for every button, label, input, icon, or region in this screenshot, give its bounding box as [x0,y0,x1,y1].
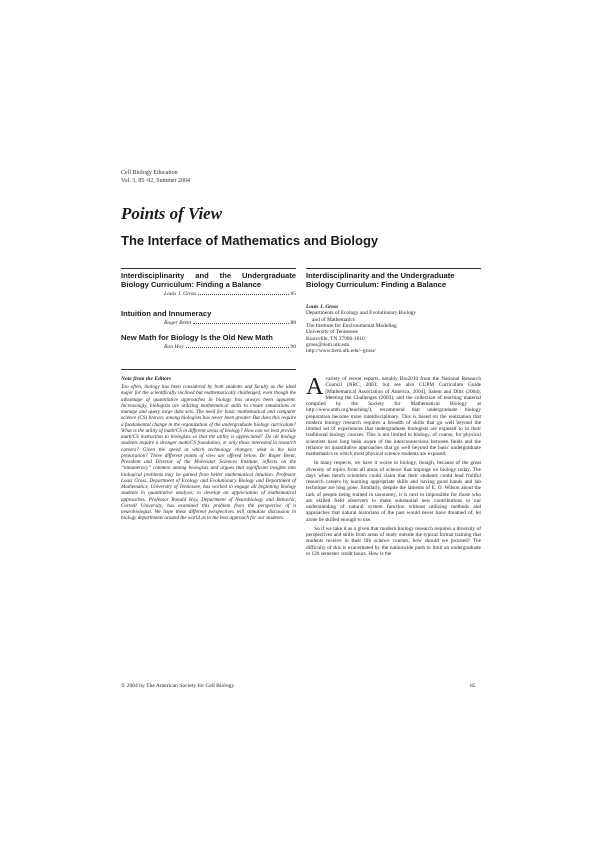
journal-issue: Vol. 3, 85–92, Summer 2004 [121,177,191,184]
author-block [306,304,486,355]
toc-title[interactable]: Intuition and Innumeracy [121,309,212,318]
affiliation-line: University of Tennessee [306,329,358,336]
toc-author: Roger Brent [164,320,192,326]
affiliation-line: Departments of Ecology and Evolutionary Biology [306,310,417,317]
page-title: The Interface of Mathematics and Biology [121,233,379,248]
paragraph-text: variety of recent reports, notably Bio2010 from the National Research Council (NRC, 2003; but see also CUPM Curriculum Guide [Mathematical Association of America, 2004], Salem and Dilts (2004), Meeting the Challenges (2003), and the collection of teaching material compiled by the Society for Mathematical Biology at http://www.smb.org/teaching/), recommend that undergraduate biology preparation become more interdisciplinary. This is based on the realization that modern biology research requires a breadth of skills that go well beyond the limited set of experiences that undergraduate biologists are exposed to in their traditional biology courses. This is not limited to biology, of course, for physical scientists have long been aware of the interconnections between fields and the reliance on quantitative approaches that go well beyond the basic undergraduate mathematics to which most physical science students are exposed. [306,376,481,457]
toc-author: Louis J. Gross [164,291,197,297]
author-email[interactable]: gross@tiem.utk.edu [306,342,350,349]
toc-page: 88 [290,320,296,326]
journal-header [121,170,190,185]
toc-title[interactable]: New Math for Biology Is the Old New Math [121,333,273,342]
section-title: Points of View [121,204,223,223]
toc-page: 90 [290,344,296,350]
affiliation-line: Knoxville, TN 37996-1610 [306,335,365,342]
toc-entry[interactable] [121,333,296,350]
article-body [306,376,481,560]
article-title: Interdisciplinarity and the Undergraduate Biology Curriculum: Finding a Balance [306,271,455,289]
paragraph: In many respects, we have it worse in biology, though, because of the great diversity of topics from all areas of science that impinge on biology today. The days when bench scientists could claim that their students could lead fruitful research careers by learning appropriate skills and having good hands and lab technique are long gone. Similarly, despite the laments of E. O. Wilson about the lack of people being trained in taxonomy, it is next to impossible for those who are skilled field observers to make substantial new contributions to our understanding of natural system function without utilizing methods and approaches that natural historians of the past would never have dreamed of, let alone be skilled enough to use. [306,460,481,523]
toc-author-line [121,344,296,350]
paragraph: So if we take it as a given that modern biology research requires a diversity of perspectives and skills from areas of study outside the typical formal training that students receive in their life science courses, how should we proceed? The difficulty of this is exacerbated by the nationwide push to limit an undergraduate to 120 semester credit hours. How is the [306,525,481,557]
author-name: Louis J. Gross [306,304,339,310]
divider-left [121,268,296,269]
toc-title[interactable]: Interdisciplinarity and the Undergraduate Biology Curriculum: Finding a Balance [121,271,296,289]
toc-leader [198,294,289,295]
journal-name: Cell Biology Education [121,170,178,176]
toc-leader [186,347,290,348]
toc-author-line [121,320,296,326]
author-url[interactable]: http://www.tiem.utk.edu/~gross/ [306,348,376,355]
toc-entry[interactable] [121,271,296,297]
toc-entry[interactable] [121,309,296,326]
drop-cap: A [306,374,324,400]
footer-copyright: © 2004 by The American Society for Cell Biology [121,683,235,689]
divider-note [121,369,296,370]
divider-right [306,268,481,269]
affiliation-line: The Institute for Environmental Modeling [306,323,397,330]
affiliation-line: and of Mathematics [312,316,355,323]
footer-page-number: 85 [470,683,476,689]
toc-page: 85 [290,291,296,297]
note-text: Too often, biology has been considered by both students and faculty as the ideal major for the scientifically inclined but mathematically challenged, even though the advantage of quantitative approaches in biology has always been apparent. Increasingly, biologists are utilizing mathematical skills to create simulations or manage and query large data sets. The need for basic mathematical and computer science (CS) literacy among biologists has never been greater. But does this require a fundamental change in the organization of the undergraduate biology curriculum? What is the utility of math/CS in different areas of biology? How can we best provide math/CS instruction to biologists so that the utility is appreciated? Do all biology students require a stronger math/CS foundation, or only those interested in research careers? Given the speed at which technology changes, what is the best preparation? Three different points of view are offered below. Dr. Roger Brent, President and Director of the Molecular Sciences Institute, reflects on the “innumeracy” common among biologists and argues that significant insights into biological problems may be gained from better mathematical intuition. Professor Louis Gross, Department of Ecology and Evolutionary Biology and Department of Mathematics, University of Tennessee, has worked to engage all beginning biology students in quantitative analysis, to develop an appreciation of mathematical approaches. Professor Ronald Hoy, Department of Neurobiology and Behavior, Cornell University, has examined this problem from the perspective of a neurobiologist. We hope these different perspectives will stimulate discussion in biology departments around the world as to the best approach for our students. [121,384,296,522]
paragraph [306,376,481,457]
toc-author: Ron Hoy [164,344,184,350]
note-heading: Note from the Editors [121,376,172,382]
toc-author-line [121,291,296,297]
toc-leader [193,323,289,324]
